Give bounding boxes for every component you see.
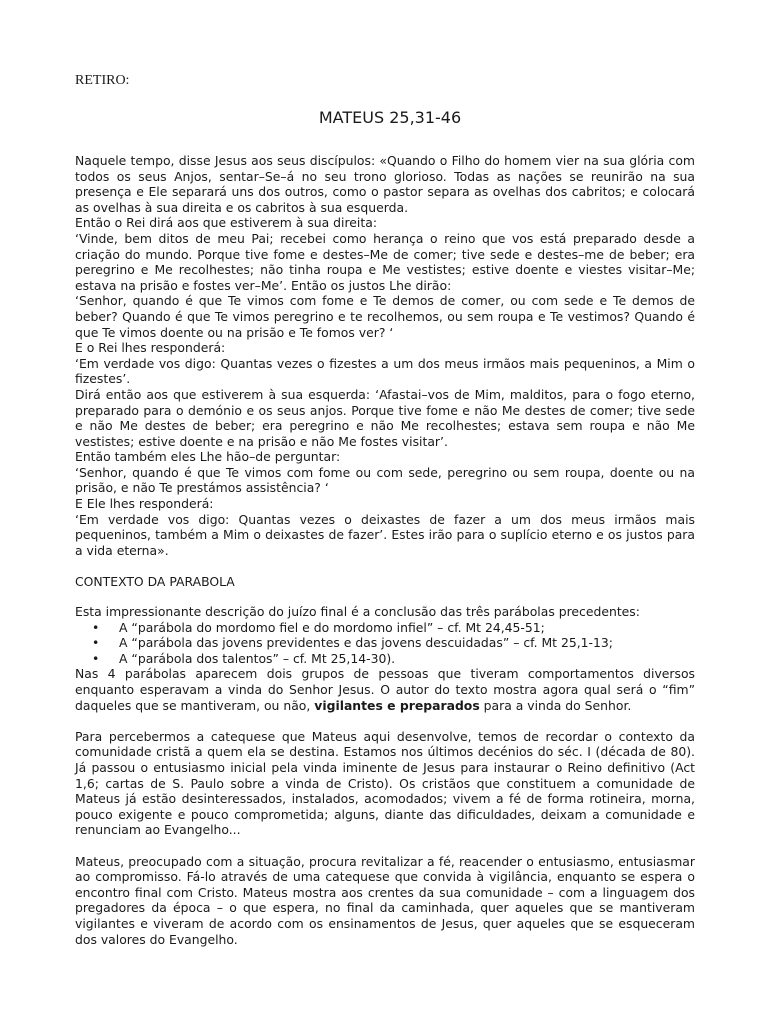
emphasis-text: vigilantes e preparados: [314, 697, 480, 713]
parable-list: [75, 620, 695, 667]
reading-paragraph: ‘Em verdade vos digo: Quantas vezes o fizestes a um dos meus irmãos mais pequeninos, a Mim o fizestes’.: [75, 355, 695, 387]
page-title: MATEUS 25,31-46: [318, 108, 462, 127]
reading-paragraph: ‘Senhor, quando é que Te vimos com fome ou com sede, peregrino ou sem roupa, doente ou na prisão, e não Te prestámos assistência? ‘: [75, 464, 695, 496]
list-item-text: A “parábola do mordomo fiel e do mordomo infiel” – cf. Mt 24,45-51;: [119, 619, 545, 635]
retiro-label: RETIRO:: [75, 73, 130, 88]
reading-paragraph: Então também eles Lhe hão–de perguntar:: [75, 449, 341, 465]
gospel-reading: [75, 153, 695, 558]
list-item: [92, 650, 695, 667]
document-page: [75, 72, 695, 947]
section-heading: CONTEXTO DA PARABOLA: [75, 574, 235, 590]
reading-paragraph: ‘Em verdade vos digo: Quantas vezes o deixastes de fazer a um dos meus irmãos mais pequeninos, também a Mim o deixastes de fazer’. Estes irão para o suplício eterno e os justos para a vida eterna».: [75, 511, 695, 558]
reading-paragraph: Dirá então aos que estiverem à sua esquerda: ‘Afastai–vos de Mim, malditos, para o fogo eterno, preparado para o demónio e os seus anjos. Porque tive fome e não Me destes de comer; tive sede e não Me destes de beber; era peregrino e não Me recolhestes; estava sem roupa e não Me vestistes; estive doente e na prisão e não Me fostes visitar’.: [75, 386, 695, 449]
context-paragraph-3: Mateus, preocupado com a situação, procura revitalizar a fé, reacender o entusiasmo, entusiasmar ao compromisso. Fá-lo através de uma catequese que convida à vigilância, enquanto se espera o encontro final com Cristo. Mateus mostra aos crentes da sua comunidade – com a linguagem dos pregadores da época – o que espera, no final da caminhada, quer aqueles que se mantiveram vigilantes e viveram de acordo com os ensinamentos de Jesus, quer aqueles que se esqueceram dos valores do Evangelho.: [75, 853, 695, 947]
paragraph-text: Nas 4 parábolas aparecem dois grupos de pessoas que tiveram comportamentos diversos enquanto esperavam a vinda do Senhor Jesus. O autor do texto mostra agora qual será o “fim” daqueles que se mantiveram, ou não,: [75, 666, 695, 713]
reading-paragraph: E o Rei lhes responderá:: [75, 340, 226, 356]
bullet-icon: •: [92, 619, 100, 635]
reading-paragraph: ‘Vinde, bem ditos de meu Pai; recebei como herança o reino que vos está preparado desde a criação do mundo. Porque tive fome e destes–Me de comer; tive sede e destes–me de beber; era peregrino e Me recolhestes; não tinha roupa e Me vestistes; estive doente e viestes visitar–Me; estava na prisão e fostes ver–Me’. Então os justos Lhe dirão:: [75, 230, 695, 293]
context-intro: Esta impressionante descrição do juízo final é a conclusão das três parábolas precedentes:: [75, 604, 640, 620]
list-item-text: A “parábola dos talentos” – cf. Mt 25,14-30).: [119, 650, 396, 666]
list-item: [92, 635, 695, 651]
reading-paragraph: Então o Rei dirá aos que estiverem à sua direita:: [75, 215, 377, 231]
list-item-text: A “parábola das jovens previdentes e das jovens descuidadas” – cf. Mt 25,1-13;: [119, 635, 613, 651]
bullet-icon: •: [92, 635, 100, 651]
reading-paragraph: E Ele lhes responderá:: [75, 496, 214, 512]
list-item: [92, 619, 695, 636]
spacer: [75, 838, 695, 854]
context-paragraph-2: Para percebermos a catequese que Mateus aqui desenvolve, temos de recordar o contexto da comunidade cristã a quem ela se destina. Estamos nos últimos decénios do séc. I (década de 80). Já passou o entusiasmo inicial pela vinda iminente de Jesus para instaurar o Reino definitivo (Act 1,6; cartas de S. Paulo sobre a vinda de Cristo). Os cristãos que constituem a comunidade de Mateus já estão desinteressados, instalados, acomodados; vivem a fé de forma rotineira, morna, pouco exigente e pouco comprometida; alguns, diante das dificuldades, deixam a comunidade e renunciam ao Evangelho...: [75, 728, 695, 838]
bullet-icon: •: [92, 650, 100, 666]
reading-paragraph: Naquele tempo, disse Jesus aos seus discípulos: «Quando o Filho do homem vier na sua glória com todos os seus Anjos, sentar–Se–á no seu trono glorioso. Todas as nações se reunirão na sua presença e Ele separará uns dos outros, como o pastor separa as ovelhas dos cabritos; e colocará as ovelhas à sua direita e os cabritos à sua esquerda.: [75, 153, 695, 215]
spacer: [75, 713, 695, 729]
paragraph-text: para a vinda do Senhor.: [479, 697, 632, 713]
context-paragraph-1: [75, 666, 695, 713]
reading-paragraph: ‘Senhor, quando é que Te vimos com fome e Te demos de comer, ou com sede e Te demos de beber? Quando é que Te vimos peregrino e te recolhemos, ou sem roupa e Te vestimos? Quando é que Te vimos doente ou na prisão e Te fomos ver? ‘: [75, 293, 695, 340]
